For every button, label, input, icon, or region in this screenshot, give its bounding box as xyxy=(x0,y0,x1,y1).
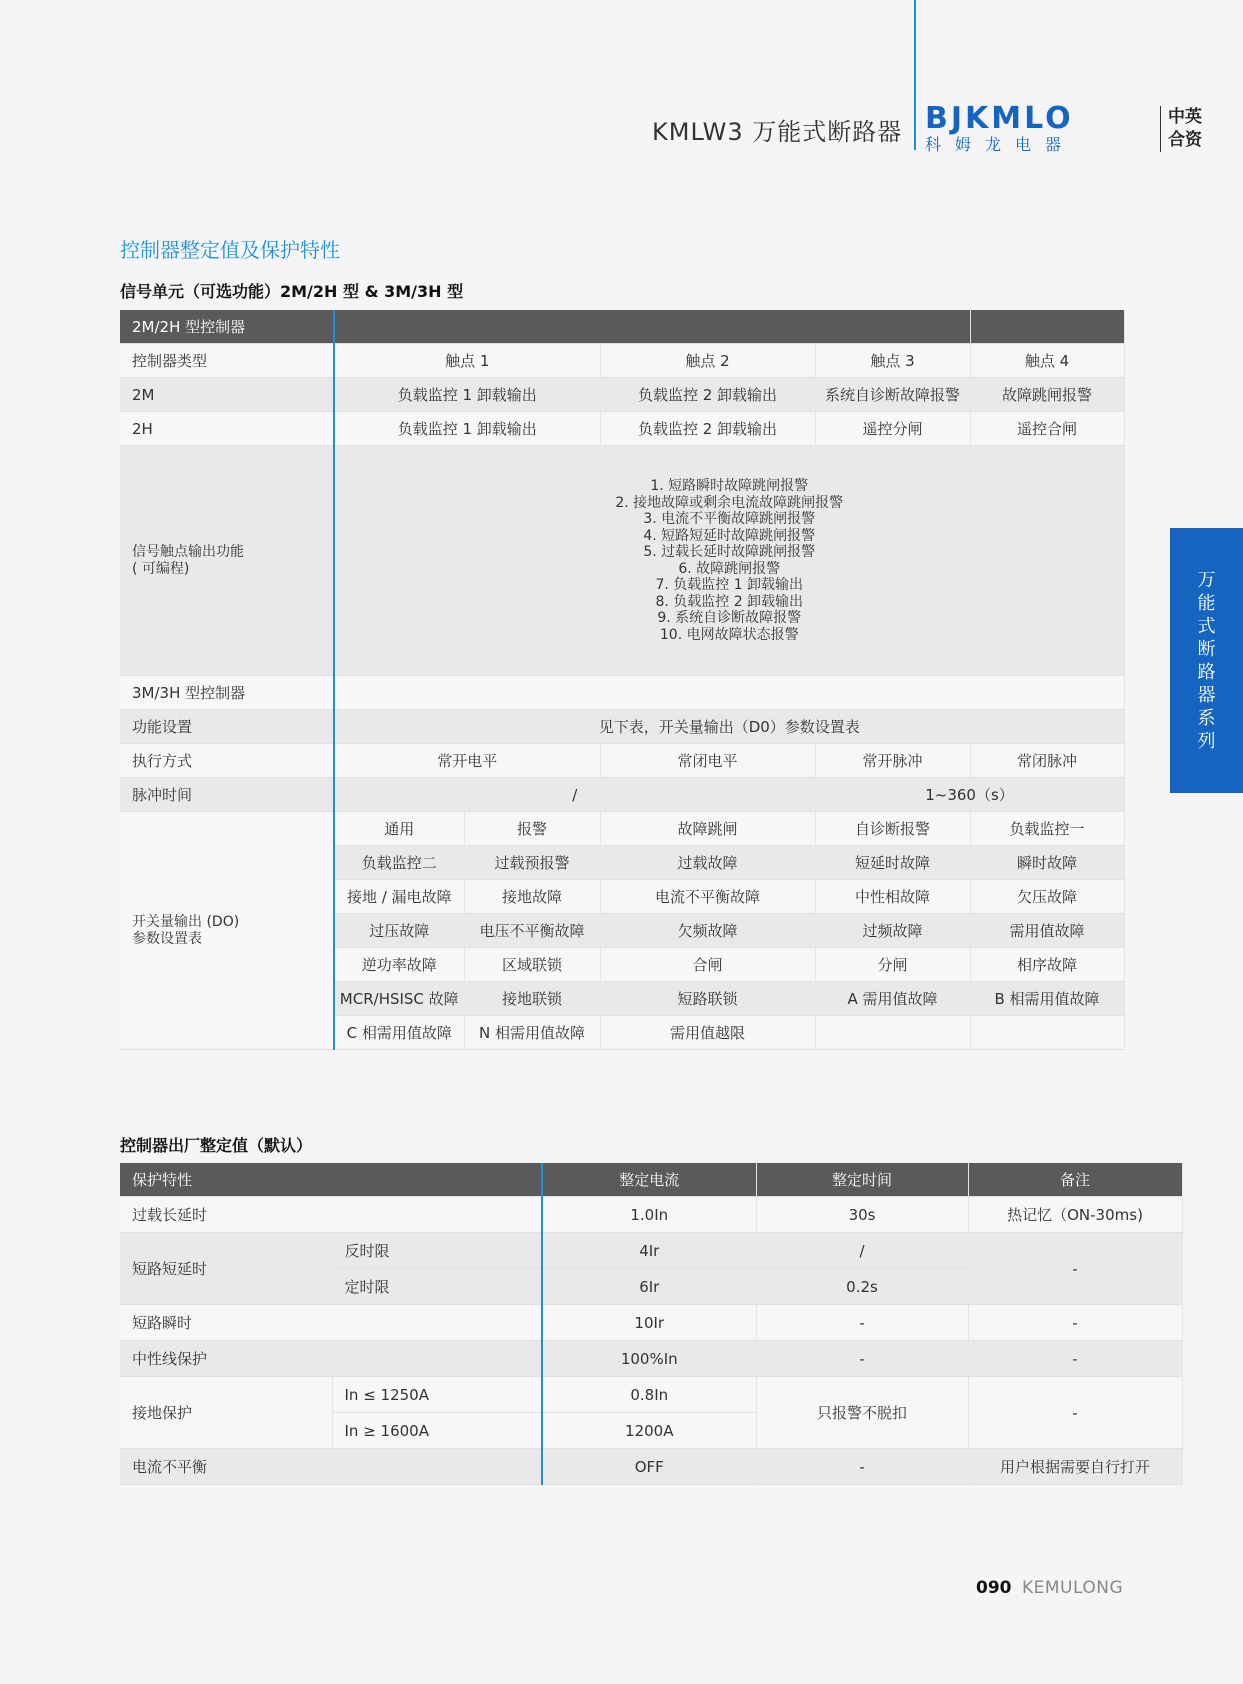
row-label: 短路短延时 xyxy=(120,1233,332,1305)
header-cell: 整定时间 xyxy=(756,1163,968,1197)
cell: 逆功率故障 xyxy=(334,948,464,982)
cell: 遥控分闸 xyxy=(815,412,970,446)
sub-label: 定时限 xyxy=(332,1269,542,1305)
cell: 30s xyxy=(756,1197,968,1233)
cell: 故障跳闸 xyxy=(600,812,815,846)
side-tab-char: 断 xyxy=(1197,638,1216,660)
table-row xyxy=(120,710,1124,744)
table-row xyxy=(120,744,1124,778)
header-divider-line xyxy=(914,0,916,150)
table-row xyxy=(120,812,1124,846)
cell: 接地 / 漏电故障 xyxy=(334,880,464,914)
cell: 过载故障 xyxy=(600,846,815,880)
cell: - xyxy=(968,1341,1182,1377)
header-cell: 备注 xyxy=(968,1163,1182,1197)
cell: 100%In xyxy=(542,1341,756,1377)
cell: 只报警不脱扣 xyxy=(756,1377,968,1449)
table-row xyxy=(120,378,1124,412)
cell: 1200A xyxy=(542,1413,756,1449)
table-row xyxy=(120,446,1124,676)
cell: 系统自诊断故障报警 xyxy=(815,378,970,412)
factory-settings-table xyxy=(120,1163,1183,1485)
cell: 负载监控 1 卸载输出 xyxy=(334,412,600,446)
cell: 接地故障 xyxy=(464,880,600,914)
do-label-line: 开关量输出 (DO) xyxy=(132,914,240,930)
cell xyxy=(815,1016,970,1050)
cell: 接地联锁 xyxy=(464,982,600,1016)
page-number: 090 xyxy=(976,1578,1012,1598)
brand-logo xyxy=(925,101,1076,154)
cell: OFF xyxy=(542,1449,756,1485)
cell: 过载预报警 xyxy=(464,846,600,880)
cell: 负载监控 2 卸载输出 xyxy=(600,378,815,412)
header-cell: 整定电流 xyxy=(542,1163,756,1197)
cell: 短路联锁 xyxy=(600,982,815,1016)
cell: - xyxy=(968,1233,1182,1305)
table-row xyxy=(120,412,1124,446)
cell: 过频故障 xyxy=(815,914,970,948)
cell: 瞬时故障 xyxy=(970,846,1124,880)
side-tab-char: 路 xyxy=(1197,661,1216,683)
cell: 相序故障 xyxy=(970,948,1124,982)
cell: 常闭电平 xyxy=(600,744,815,778)
table-row xyxy=(120,1449,1182,1485)
document-title: KMLW3 万能式断路器 xyxy=(652,118,903,146)
list-item: 1. 短路瞬时故障跳闸报警 xyxy=(650,478,809,494)
cell: 负载监控 1 卸载输出 xyxy=(334,378,600,412)
programmable-output-label xyxy=(120,446,334,676)
cell: 0.2s xyxy=(756,1269,968,1305)
cell: 电流不平衡故障 xyxy=(600,880,815,914)
cell: 自诊断报警 xyxy=(815,812,970,846)
cell: 电压不平衡故障 xyxy=(464,914,600,948)
cell: - xyxy=(968,1305,1182,1341)
row-label: 短路瞬时 xyxy=(120,1305,542,1341)
cell: 常闭脉冲 xyxy=(970,744,1124,778)
cell xyxy=(334,676,1124,710)
cell: 4Ir xyxy=(542,1233,756,1269)
cell: - xyxy=(756,1341,968,1377)
cell: - xyxy=(968,1377,1182,1449)
row-label: 3M/3H 型控制器 xyxy=(120,676,334,710)
side-tab-char: 列 xyxy=(1197,730,1216,752)
table1-header: 2M/2H 型控制器 xyxy=(120,310,334,344)
side-tab-char: 万 xyxy=(1197,569,1216,591)
cell: 通用 xyxy=(334,812,464,846)
side-tab-char: 能 xyxy=(1197,592,1216,614)
row-label: 脉冲时间 xyxy=(120,778,334,812)
prog-label-line: ( 可编程) xyxy=(132,560,190,577)
header-cell xyxy=(970,310,1124,344)
do-label-line: 参数设置表 xyxy=(132,930,202,947)
cell: 0.8In xyxy=(542,1377,756,1413)
list-item: 3. 电流不平衡故障跳闸报警 xyxy=(643,511,816,527)
list-item: 7. 负载监控 1 卸载输出 xyxy=(655,577,804,593)
cell: 欠压故障 xyxy=(970,880,1124,914)
side-tab-char: 器 xyxy=(1197,684,1216,706)
cell: 常开脉冲 xyxy=(815,744,970,778)
cell: 分闸 xyxy=(815,948,970,982)
cell: B 相需用值故障 xyxy=(970,982,1124,1016)
signal-unit-table xyxy=(120,310,1125,1050)
footer-brand: KEMULONG xyxy=(1022,1578,1124,1598)
cell: 触点 2 xyxy=(600,344,815,378)
cell: N 相需用值故障 xyxy=(464,1016,600,1050)
cell: 需用值故障 xyxy=(970,914,1124,948)
cell: / xyxy=(334,778,815,812)
table-row xyxy=(120,1197,1182,1233)
side-tab-series xyxy=(1170,528,1243,793)
row-label: 执行方式 xyxy=(120,744,334,778)
side-tab-char: 系 xyxy=(1197,707,1216,729)
cell xyxy=(970,1016,1124,1050)
cell: / xyxy=(756,1233,968,1269)
cell: A 需用值故障 xyxy=(815,982,970,1016)
prog-label-line: 信号触点输出功能 xyxy=(132,544,244,560)
table-row xyxy=(120,1341,1182,1377)
list-item: 10. 电网故障状态报警 xyxy=(659,626,799,643)
list-item: 2. 接地故障或剩余电流故障跳闸报警 xyxy=(615,494,844,511)
cell: 1~360（s） xyxy=(815,778,1124,812)
list-item: 5. 过载长延时故障跳闸报警 xyxy=(643,544,816,560)
cell: 1.0In xyxy=(542,1197,756,1233)
table-row xyxy=(120,344,1124,378)
cell: 中性相故障 xyxy=(815,880,970,914)
row-label: 2M xyxy=(120,378,334,412)
header-cell: 保护特性 xyxy=(120,1163,542,1197)
sub-label: 反时限 xyxy=(332,1233,542,1269)
logo-chinese: 科姆龙电器 xyxy=(925,135,1076,154)
cell: 常开电平 xyxy=(334,744,600,778)
row-label: 中性线保护 xyxy=(120,1341,542,1377)
logo-english: BJKMLO xyxy=(925,101,1074,136)
table-row xyxy=(120,1305,1182,1341)
cell: 见下表，开关量输出（D0）参数设置表 xyxy=(334,710,1124,744)
header-cell xyxy=(334,310,970,344)
list-item: 8. 负载监控 2 卸载输出 xyxy=(655,593,804,610)
logo-jv-line1: 中英 xyxy=(1168,107,1202,127)
table1-title: 信号单元（可选功能）2M/2H 型 & 3M/3H 型 xyxy=(120,282,464,301)
cell: 报警 xyxy=(464,812,600,846)
cell: - xyxy=(756,1305,968,1341)
table-row xyxy=(120,310,1124,344)
cell: 触点 3 xyxy=(815,344,970,378)
cell: 负载监控二 xyxy=(334,846,464,880)
cell: 短延时故障 xyxy=(815,846,970,880)
cell: 热记忆（ON-30ms) xyxy=(968,1197,1182,1233)
logo-joint-venture xyxy=(1168,106,1202,152)
table-row xyxy=(120,1377,1182,1413)
cell: 10Ir xyxy=(542,1305,756,1341)
side-tab-char: 式 xyxy=(1197,615,1216,637)
list-item: 9. 系统自诊断故障报警 xyxy=(657,610,802,626)
sub-label: In ≤ 1250A xyxy=(332,1377,542,1413)
cell: 过压故障 xyxy=(334,914,464,948)
cell: 6Ir xyxy=(542,1269,756,1305)
list-item: 6. 故障跳闸报警 xyxy=(678,560,781,577)
row-label: 功能设置 xyxy=(120,710,334,744)
row-label: 电流不平衡 xyxy=(120,1449,542,1485)
table-row xyxy=(120,1233,1182,1269)
table-row xyxy=(120,778,1124,812)
cell: 欠频故障 xyxy=(600,914,815,948)
programmable-output-list xyxy=(334,446,1124,676)
cell: 负载监控一 xyxy=(970,812,1124,846)
table2-title: 控制器出厂整定值（默认） xyxy=(120,1136,313,1155)
cell: MCR/HSISC 故障 xyxy=(334,982,464,1016)
row-label: 控制器类型 xyxy=(120,344,334,378)
section-title: 控制器整定值及保护特性 xyxy=(120,238,340,262)
cell: 用户根据需要自行打开 xyxy=(968,1449,1182,1485)
cell: 故障跳闸报警 xyxy=(970,378,1124,412)
cell: - xyxy=(756,1449,968,1485)
table-row xyxy=(120,1163,1182,1197)
cell: 触点 4 xyxy=(970,344,1124,378)
cell: 需用值越限 xyxy=(600,1016,815,1050)
cell: C 相需用值故障 xyxy=(334,1016,464,1050)
row-label: 接地保护 xyxy=(120,1377,332,1449)
logo-separator xyxy=(1160,106,1161,152)
do-parameter-label xyxy=(120,812,334,1050)
table-row xyxy=(120,676,1124,710)
cell: 触点 1 xyxy=(334,344,600,378)
cell: 负载监控 2 卸载输出 xyxy=(600,412,815,446)
row-label: 2H xyxy=(120,412,334,446)
row-label: 过载长延时 xyxy=(120,1197,542,1233)
cell: 遥控合闸 xyxy=(970,412,1124,446)
list-item: 4. 短路短延时故障跳闸报警 xyxy=(643,527,816,544)
cell: 区域联锁 xyxy=(464,948,600,982)
cell: 合闸 xyxy=(600,948,815,982)
logo-jv-line2: 合资 xyxy=(1168,130,1202,150)
sub-label: In ≥ 1600A xyxy=(332,1413,542,1449)
